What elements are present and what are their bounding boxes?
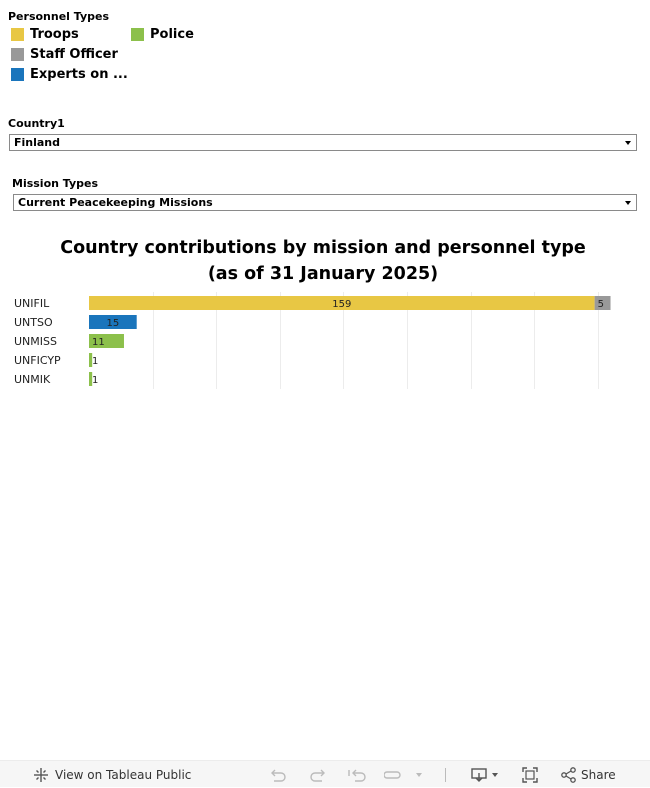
toolbar-divider	[445, 761, 446, 788]
view-on-tableau-label: View on Tableau Public	[55, 767, 192, 782]
data-label: 159	[332, 299, 352, 310]
download-icon	[471, 767, 501, 783]
undo-icon	[269, 767, 287, 783]
share-button[interactable]	[560, 761, 616, 788]
legend-title: Personnel Types	[8, 10, 110, 23]
legend-swatch-experts	[11, 68, 24, 81]
mission-types-filter-label: Mission Types	[12, 177, 99, 190]
tableau-toolbar	[0, 760, 650, 787]
fullscreen-icon	[521, 767, 539, 783]
country-filter-label: Country1	[8, 117, 65, 130]
tableau-logo-icon	[33, 767, 49, 783]
revert-icon	[347, 767, 367, 783]
share-label: Share	[581, 767, 616, 782]
legend-swatch-police	[131, 28, 144, 41]
data-label: 1	[92, 356, 99, 367]
data-label: 15	[106, 318, 120, 329]
data-label: 1	[92, 375, 99, 386]
category-label: UNIFIL	[14, 297, 50, 310]
data-label: 11	[92, 337, 105, 348]
legend-item-police[interactable]	[131, 27, 194, 42]
mission-types-dropdown[interactable]	[13, 194, 637, 211]
chart-title	[0, 235, 646, 287]
category-label: UNMISS	[14, 335, 57, 348]
legend-swatch-troops	[11, 28, 24, 41]
undo-button[interactable]	[269, 761, 287, 788]
download-button[interactable]	[471, 761, 501, 788]
revert-button[interactable]	[347, 761, 367, 788]
category-label: UNFICYP	[14, 354, 61, 367]
legend-label-experts: Experts on ...	[30, 67, 128, 82]
legend-item-staff-officer[interactable]	[11, 47, 118, 62]
legend-item-troops[interactable]	[11, 27, 79, 42]
mission-types-dropdown-value: Current Peacekeeping Missions	[18, 196, 213, 209]
view-on-tableau-button[interactable]	[33, 761, 191, 788]
refresh-button[interactable]	[384, 761, 424, 788]
bar-chart	[0, 290, 650, 400]
legend-label-staff-officer: Staff Officer	[30, 47, 118, 62]
data-label: 5	[597, 299, 604, 310]
chart-title-line2: (as of 31 January 2025)	[207, 264, 439, 284]
category-label: UNTSO	[14, 316, 53, 329]
category-label: UNMIK	[14, 373, 51, 386]
redo-button[interactable]	[309, 761, 327, 788]
legend-label-police: Police	[150, 27, 194, 42]
share-icon	[560, 767, 578, 783]
country-dropdown-value: Finland	[14, 136, 61, 149]
refresh-icon	[384, 767, 424, 783]
legend-swatch-staff-officer	[11, 48, 24, 61]
chevron-down-icon	[625, 201, 631, 205]
chart-title-line1: Country contributions by mission and personnel type	[60, 238, 586, 258]
legend-item-experts[interactable]	[11, 67, 128, 82]
legend-label-troops: Troops	[30, 27, 79, 42]
fullscreen-button[interactable]	[521, 761, 539, 788]
redo-icon	[309, 767, 327, 783]
chevron-down-icon	[625, 141, 631, 145]
country-dropdown[interactable]	[9, 134, 637, 151]
